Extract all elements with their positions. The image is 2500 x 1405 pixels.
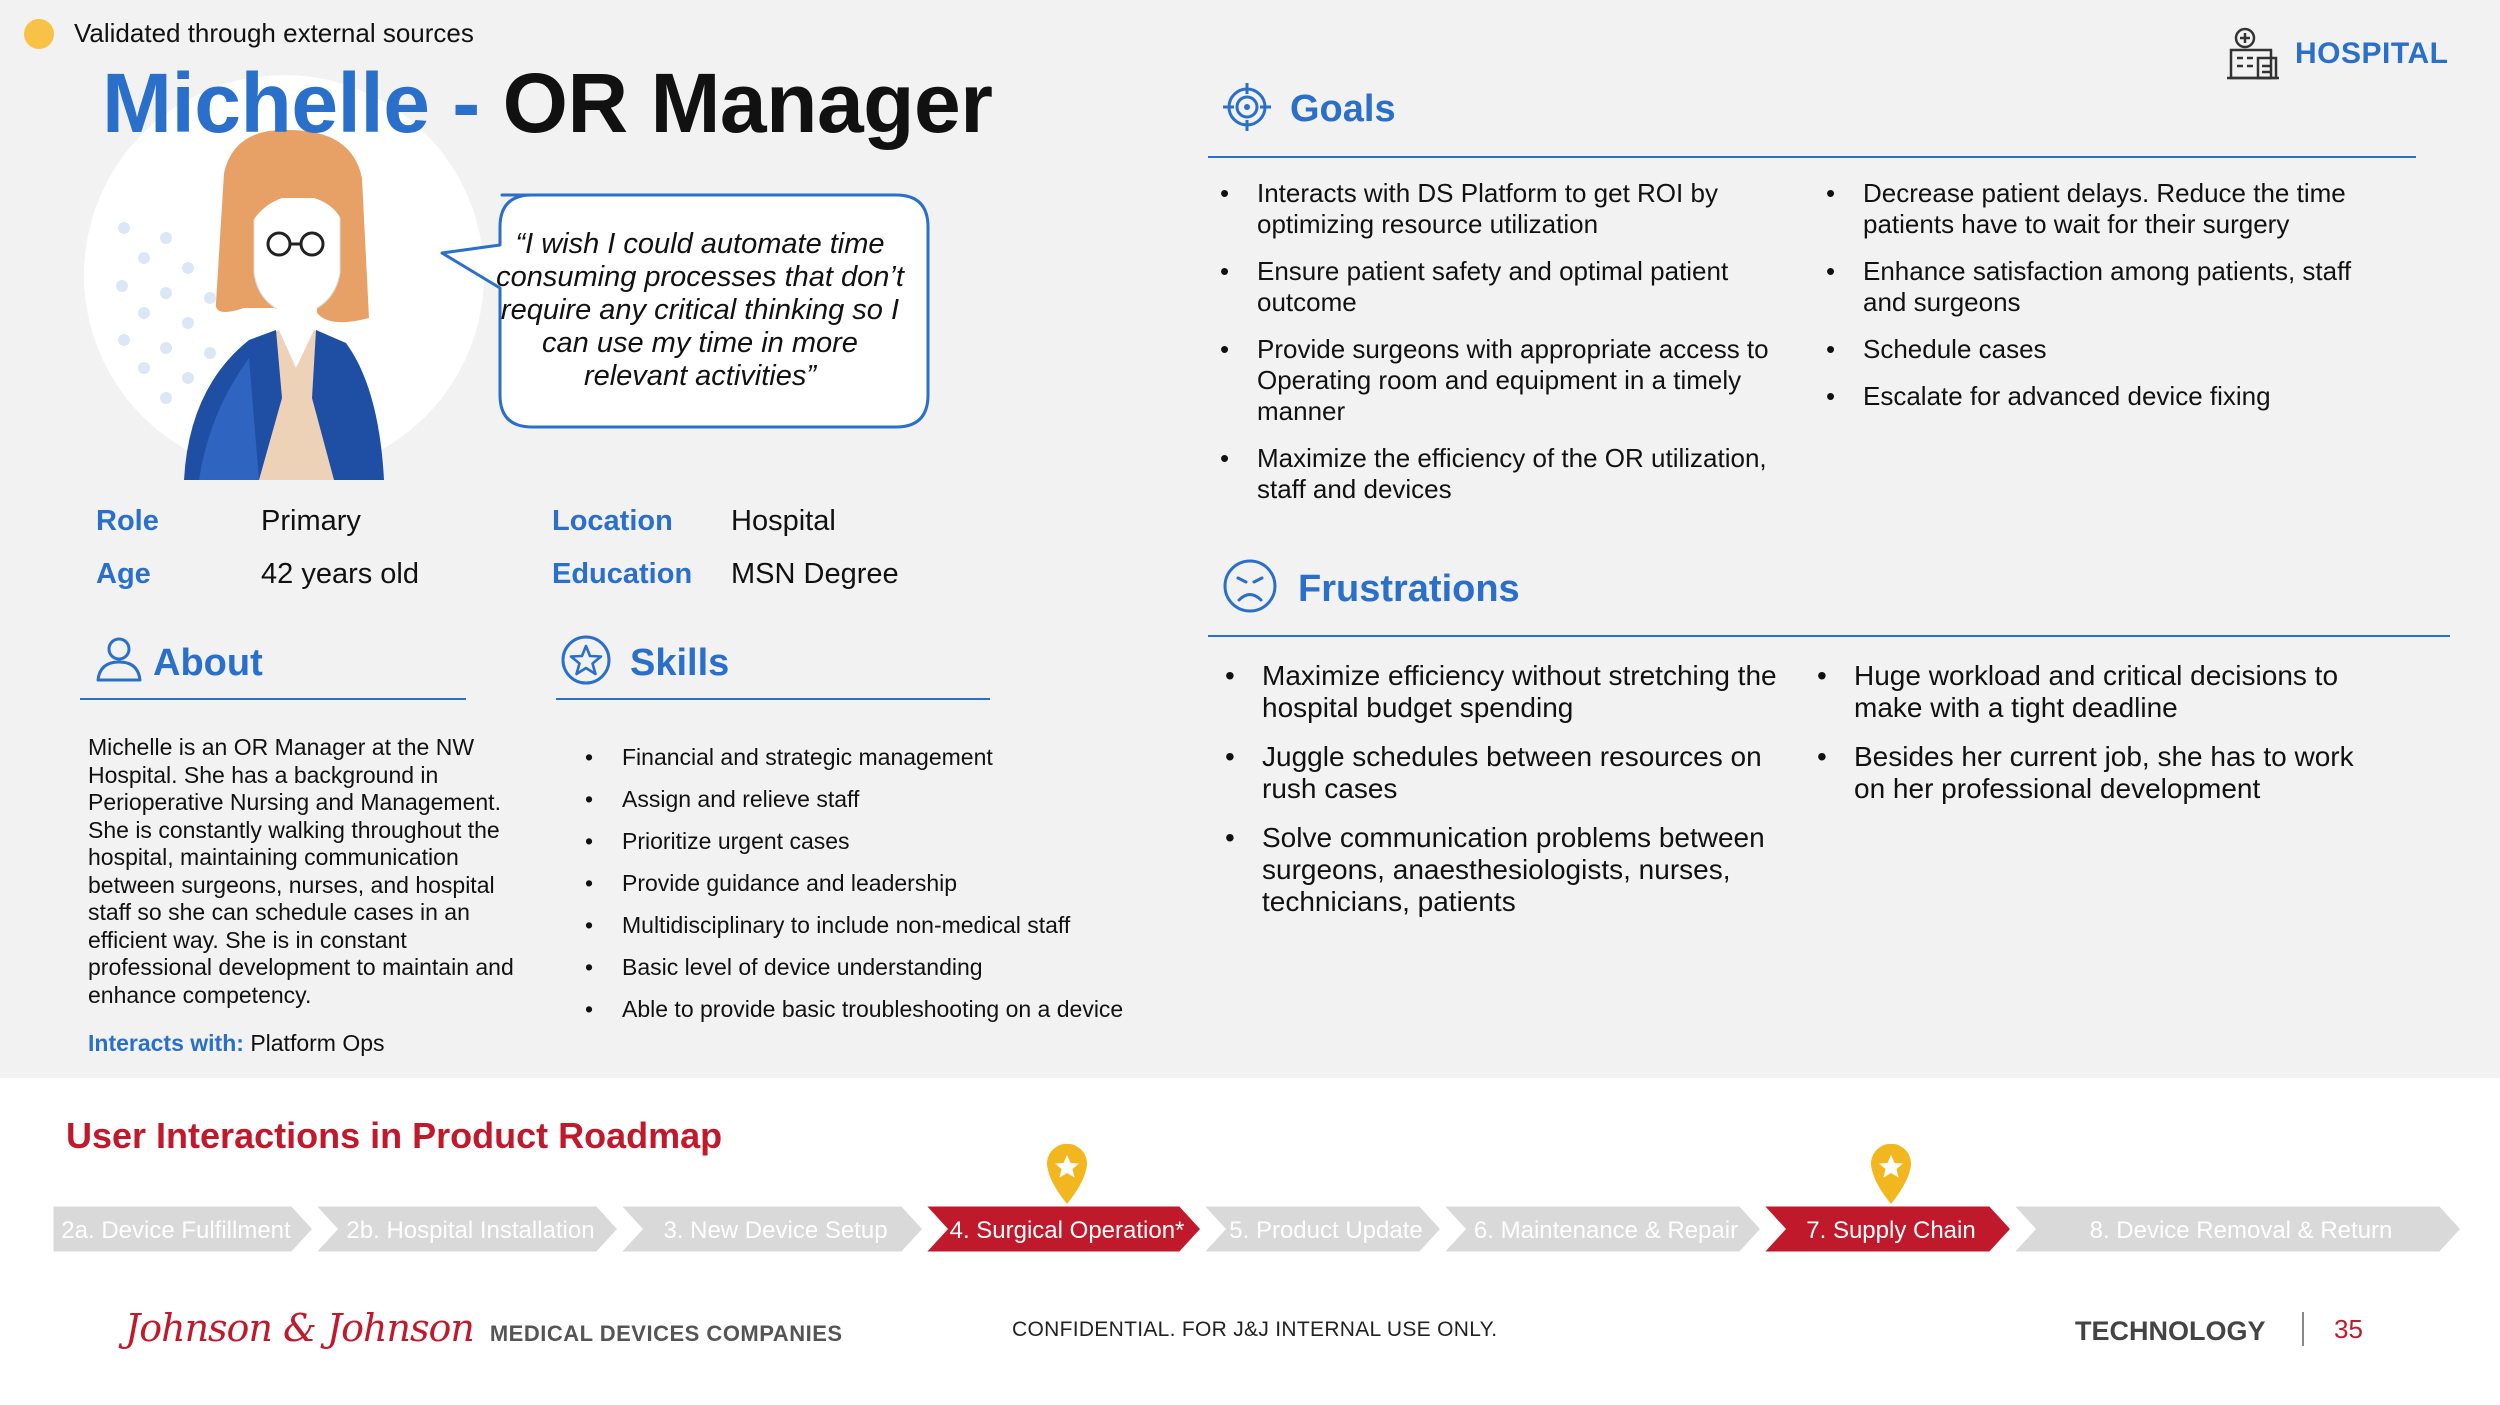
list-item: • Juggle schedules between resources on rush cases [1225,741,1785,805]
list-item: • Able to provide basic troubleshooting on a device [585,995,1145,1023]
list-item: • Basic level of device understanding [585,953,1145,981]
map-pin-star-icon [1869,1144,1913,1206]
roadmap-step-label: 3. New Device Setup [663,1217,888,1244]
interacts-value: Platform Ops [250,1030,385,1056]
roadmap-step-label: 7. Supply Chain [1806,1217,1976,1244]
skills-list [585,743,1145,1037]
list-item: • Enhance satisfaction among patients, staff and surgeons [1826,256,2386,318]
frustrations-list-left [1225,660,1785,935]
map-pin-star-icon [1045,1144,1089,1206]
footer-separator [2302,1312,2304,1346]
sad-face-icon [1222,558,1278,614]
roadmap-step-label: 5. Product Update [1229,1217,1423,1244]
hospital-icon [2225,26,2281,82]
interacts-with [88,1030,385,1057]
role-label: Role [96,505,159,537]
role-value: Primary [261,505,361,537]
title-dash: - [452,56,480,150]
validation-text: Validated through external sources [74,18,474,48]
location-value: Hospital [731,505,836,537]
frustrations-divider [1208,635,2450,637]
goals-list-left [1220,178,1790,521]
list-item: • Interacts with DS Platform to get ROI by optimizing resource utilization [1220,178,1790,240]
list-item: • Maximize the efficiency of the OR utilization, staff and devices [1220,443,1790,505]
about-title: About [153,642,263,684]
roadmap-step-label: 8. Device Removal & Return [2089,1217,2393,1244]
list-item: • Huge workload and critical decisions to make with a tight deadline [1817,660,2377,724]
list-item: • Solve communication problems between surgeons, anaesthesiologists, nurses, technicians, patients [1225,822,1785,918]
skills-title: Skills [630,642,730,684]
roadmap-step-label: 2b. Hospital Installation [346,1217,595,1244]
roadmap-step-label: 2a. Device Fulfillment [61,1217,291,1244]
list-item: • Assign and relieve staff [585,785,1145,813]
goals-divider [1208,156,2416,158]
education-label: Education [552,558,693,590]
hospital-badge [2225,26,2448,82]
roadmap-step-label: 6. Maintenance & Repair [1473,1217,1739,1244]
list-item: • Besides her current job, she has to work on her professional development [1817,741,2377,805]
jj-brand: Johnson & Johnson [125,1306,474,1350]
age-value: 42 years old [261,558,419,590]
jj-subtitle: MEDICAL DEVICES COMPANIES [489,1321,843,1346]
roadmap-title: User Interactions in Product Roadmap [66,1115,723,1156]
hospital-label: HOSPITAL [2295,37,2449,70]
location-label: Location [552,505,673,537]
list-item: • Schedule cases [1826,334,2386,365]
list-item: • Provide surgeons with appropriate access to Operating room and equipment in a timely manner [1220,334,1790,427]
list-item: • Ensure patient safety and optimal patient outcome [1220,256,1790,318]
goals-list-right [1826,178,2386,428]
list-item: • Multidisciplinary to include non-medical staff [585,911,1145,939]
list-item: • Decrease patient delays. Reduce the time patients have to wait for their surgery [1826,178,2386,240]
persona-name: Michelle [102,56,430,150]
quote-text: “I wish I could automate time consuming processes that don’t require any critical thinking so I can use my time in more relevant activities” [496,228,904,392]
age-label: Age [96,558,151,590]
goals-title: Goals [1290,88,1396,130]
persona-role: OR Manager [502,56,993,150]
page-number: 35 [2334,1314,2363,1344]
person-icon [94,634,144,684]
list-item: • Provide guidance and leadership [585,869,1145,897]
list-item: • Escalate for advanced device fixing [1826,381,2386,412]
roadmap-step-label: 4. Surgical Operation* [949,1217,1185,1244]
technology-label: TECHNOLOGY [2075,1316,2266,1346]
status-dot-icon [24,19,54,49]
list-item: • Financial and strategic management [585,743,1145,771]
frustrations-list-right [1817,660,2377,822]
skills-divider [556,698,990,700]
interacts-label: Interacts with: [88,1030,244,1056]
confidential-note: CONFIDENTIAL. FOR J&J INTERNAL USE ONLY. [1012,1318,1498,1341]
list-item: • Maximize efficiency without stretching the hospital budget spending [1225,660,1785,724]
target-icon [1222,82,1272,132]
jj-logo [125,1306,843,1350]
frustrations-title: Frustrations [1298,568,1520,610]
page-title [102,55,992,152]
education-value: MSN Degree [731,558,899,590]
list-item: • Prioritize urgent cases [585,827,1145,855]
about-text: Michelle is an OR Manager at the NW Hospital. She has a background in Perioperative Nursing and Management. She is constantly walking throughout the hospital, maintaining communication between surgeons, nurses, and hospital staff so she can schedule cases in an efficient way. She is in constant professional development to maintain and enhance competency. [88,734,514,1008]
validation-note [24,18,474,49]
about-divider [80,698,466,700]
star-circle-icon [560,634,612,686]
